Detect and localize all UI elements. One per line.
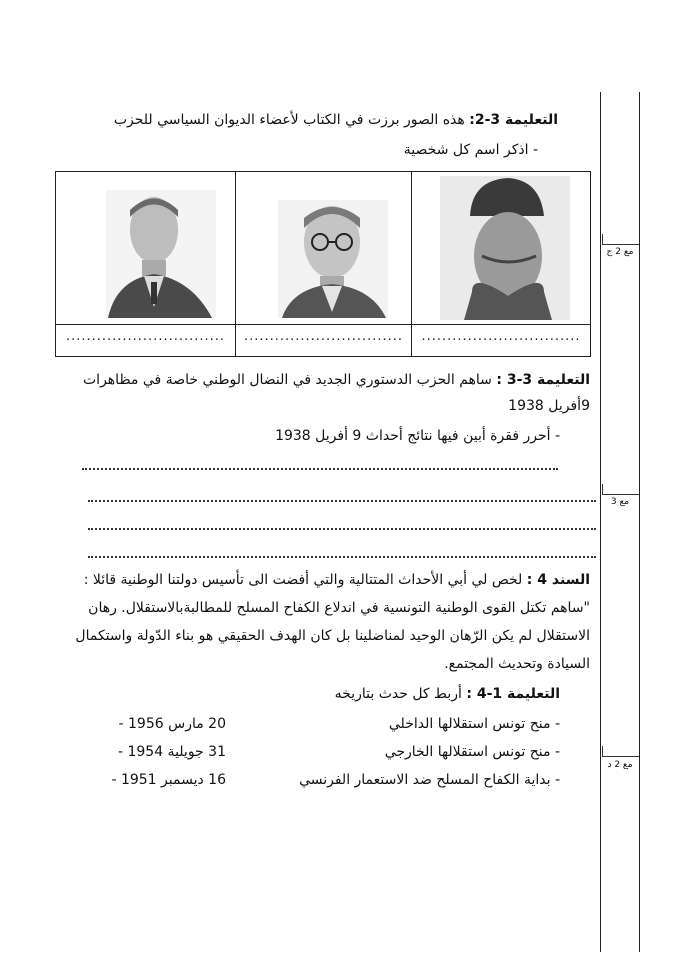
q33-text: ساهم الحزب الدستوري الجديد في النضال الوطني خاصة في مظاهرات <box>83 372 492 388</box>
grade-box-2 <box>602 484 639 495</box>
q23-text: هذه الصور برزت في الكتاب لأعضاء الديوان السياسي للحزب <box>113 112 465 128</box>
photo-cell-right <box>412 172 590 324</box>
event-1: - منح تونس استقلالها الداخلي <box>388 716 560 732</box>
doc4-quote-3: السيادة وتحديث المجتمع. <box>444 656 590 672</box>
grade-mark-3: مع 2 د <box>607 760 633 770</box>
photos-table <box>55 171 591 357</box>
event-2: - منح تونس استقلالها الخارجي <box>384 744 560 760</box>
doc4-intro: لخص لي أبي الأحداث المتتالية والتي أفضت الى تأسيس دولتنا الوطنية قائلا : <box>83 572 523 588</box>
q23-sub: - اذكر اسم كل شخصية <box>403 142 538 158</box>
grading-margin <box>600 92 640 952</box>
answer-line-1[interactable] <box>82 468 558 470</box>
grade-box-1 <box>602 234 639 245</box>
doc4-quote-2: الاستقلال لم يكن الرّهان الوحيد لمناضلينا بل كان الهدف الحقيقي هو بناء الدّولة واستكمال <box>75 628 590 644</box>
answer-line-3[interactable] <box>88 528 596 530</box>
caption-middle[interactable]: ............................... <box>236 325 412 357</box>
date-3: 16 ديسمبر 1951 - <box>111 772 226 788</box>
photo-cell-left <box>56 172 236 324</box>
q33-line <box>83 372 590 388</box>
portrait-3 <box>412 172 590 322</box>
grade-mark-2: مع 3 <box>610 497 630 507</box>
doc4-quote-1: "ساهم تكتل القوى الوطنية التونسية في اندلاع الكفاح المسلح للمطالبةبالاستقلال. رهان <box>88 600 590 616</box>
q41-line <box>335 686 560 702</box>
caption-row <box>56 324 590 356</box>
caption-right[interactable]: ............................... <box>421 329 581 344</box>
grade-mark-1: مع 2 ج <box>606 247 634 257</box>
q33-label: التعليمة 3-3 : <box>496 372 590 388</box>
q33-sub: - أحرر فقرة أبين فيها نتائج أحداث 9 أفريل 1938 <box>275 428 560 444</box>
caption-left[interactable]: ............................... <box>56 325 236 357</box>
photo-cell-middle <box>236 172 412 324</box>
date-1: 20 مارس 1956 - <box>118 716 226 732</box>
q23-label: التعليمة 3-2: <box>469 112 558 128</box>
answer-line-4[interactable] <box>88 556 596 558</box>
q23-line <box>114 112 558 128</box>
q41-label: التعليمة 1-4 : <box>466 686 560 702</box>
grade-box-3 <box>602 746 639 757</box>
portrait-1 <box>56 172 234 322</box>
q33-date: 9أفريل 1938 <box>508 398 590 414</box>
event-3: - بداية الكفاح المسلح ضد الاستعمار الفرنسي <box>299 772 560 788</box>
doc4-line <box>84 572 590 588</box>
answer-line-2[interactable] <box>88 500 596 502</box>
q41-text: أربط كل حدث بتاريخه <box>334 686 462 702</box>
date-2: 31 جويلية 1954 - <box>117 744 226 760</box>
portrait-2 <box>236 172 410 322</box>
doc4-label: السند 4 : <box>526 572 590 588</box>
